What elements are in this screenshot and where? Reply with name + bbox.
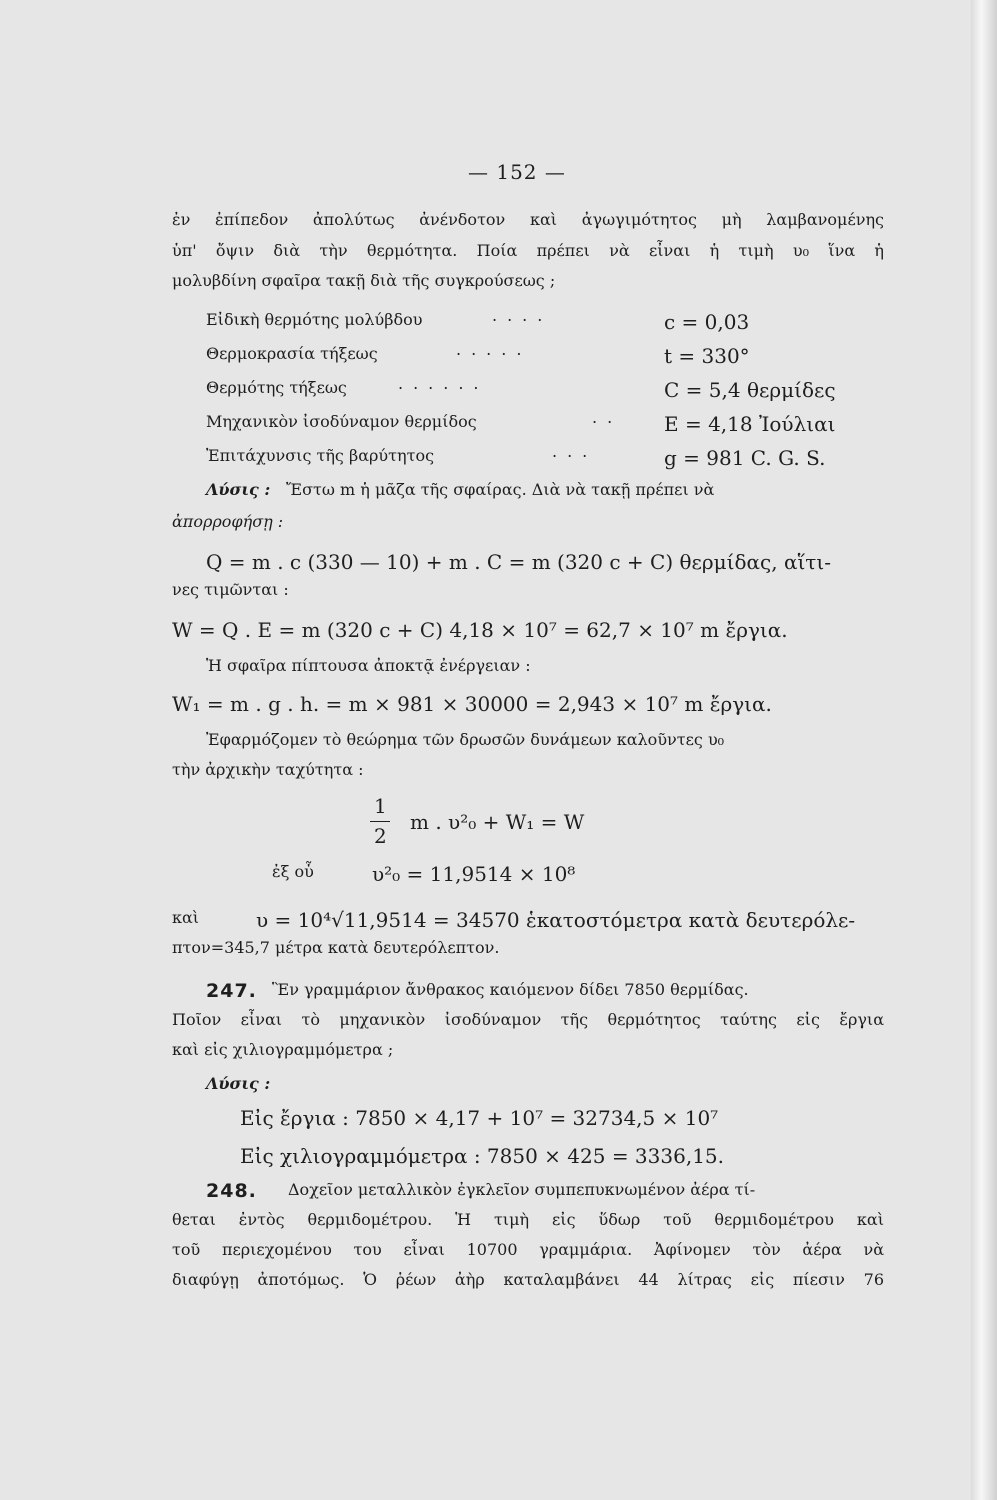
problem-247-number: 247. (206, 980, 257, 1002)
table-row-dots: .... (492, 306, 553, 325)
whence-equation: υ²₀ = 11,9514 × 10⁸ (372, 862, 576, 886)
table-row-label: Ἐπιτάχυνσις τῆς βαρύτητος (206, 446, 435, 465)
table-row-dots: ... (552, 442, 598, 461)
table-row-value: g = 981 C. G. S. (664, 446, 826, 470)
final-line-1: υ = 10⁴√11,9514 = 34570 ἑκατοστόμετρα κατὰ δευτερόλε- (256, 908, 856, 932)
energy-equation: m . υ²₀ + W₁ = W (410, 810, 585, 834)
problem-247-line-1: Ἓν γραμμάριον ἄνθρακος καιόμενον δίδει 7850 θερμίδας. (272, 980, 749, 999)
table-row-value: c = 0,03 (664, 310, 750, 334)
and-label: καὶ (172, 908, 200, 927)
page-number: — 152 — (468, 160, 566, 184)
table-row-value: C = 5,4 θερμίδες (664, 378, 836, 402)
intro-line-2: ὑπ' ὄψιν διὰ τὴν θερμότητα. Ποία πρέπει νὰ εἶναι ἡ τιμὴ υ₀ ἵνα ἡ (172, 241, 884, 260)
problem-248-line-2: θεται ἐντὸς θερμιδομέτρου. Ἡ τιμὴ εἰς ὕδωρ τοῦ θερμιδομέτρου καὶ (172, 1210, 884, 1229)
table-row-label: Εἰδικὴ θερμότης μολύβδου (206, 310, 423, 329)
equation-w1: W₁ = m . g . h. = m × 981 × 30000 = 2,943 × 10⁷ m ἔργια. (172, 692, 772, 716)
table-row-dots: .. (592, 408, 623, 427)
sentence-sphere: Ἡ σφαῖρα πίπτουσα ἀποκτᾷ ἐνέργειαν : (206, 656, 531, 675)
equation-w: W = Q . E = m (320 c + C) 4,18 × 10⁷ = 62,7 × 10⁷ m ἔργια. (172, 618, 788, 642)
problem-248-line-3: τοῦ περιεχομένου του εἶναι 10700 γραμμάρια. Ἀφίνομεν τὸν ἀέρα νὰ (172, 1240, 884, 1259)
problem-247-solution-label: Λύσις : (206, 1074, 271, 1093)
whence-label: ἐξ οὗ (272, 862, 314, 881)
final-line-2: πτον=345,7 μέτρα κατὰ δευτερόλεπτον. (172, 938, 500, 957)
equation-q-continued: νες τιμῶνται : (172, 580, 289, 599)
problem-248-number: 248. (206, 1180, 257, 1202)
solution-line-2: ἀπορροφήσῃ : (172, 512, 284, 531)
problem-247-calc-2: Εἰς χιλιογραμμόμετρα : 7850 × 425 = 3336,15. (240, 1144, 724, 1168)
page-edge (971, 0, 997, 1500)
problem-247-line-3: καὶ εἰς χιλιογραμμόμετρα ; (172, 1040, 394, 1059)
table-row-label: Θερμοκρασία τήξεως (206, 344, 378, 363)
table-row-value: E = 4,18 Ἰούλιαι (664, 412, 836, 436)
table-row-value: t = 330° (664, 344, 750, 368)
fraction-denominator: 2 (374, 824, 387, 848)
theorem-line-1: Ἐφαρμόζομεν τὸ θεώρημα τῶν δρωσῶν δυνάμεων καλοῦντες υ₀ (206, 730, 725, 749)
solution-line-1: Ἔστω m ἡ μᾶζα τῆς σφαίρας. Διὰ νὰ τακῇ πρέπει νὰ (286, 480, 715, 499)
fraction-bar (370, 821, 390, 822)
intro-line-1: ἐν ἐπίπεδον ἀπολύτως ἀνένδοτον καὶ ἀγωγιμότητος μὴ λαμβανομένης (172, 210, 884, 229)
table-row-dots: ..... (456, 340, 532, 359)
table-row-label: Θερμότης τήξεως (206, 378, 347, 397)
theorem-line-2: τὴν ἀρχικὴν ταχύτητα : (172, 760, 364, 779)
problem-248-line-1: Δοχεῖον μεταλλικὸν ἐγκλεῖον συμπεπυκνωμένον ἀέρα τί- (288, 1180, 756, 1199)
solution-label: Λύσις : (206, 480, 271, 499)
intro-line-3: μολυβδίνη σφαῖρα τακῇ διὰ τῆς συγκρούσεως ; (172, 271, 556, 290)
table-row-dots: ...... (398, 374, 489, 393)
problem-247-line-2: Ποῖον εἶναι τὸ μηχανικὸν ἰσοδύναμον τῆς θερμότητος ταύτης εἰς ἔργια (172, 1010, 884, 1029)
problem-248-line-4: διαφύγῃ ἀποτόμως. Ὁ ῥέων ἀὴρ καταλαμβάνει 44 λίτρας εἰς πίεσιν 76 (172, 1270, 884, 1289)
equation-q: Q = m . c (330 — 10) + m . C = m (320 c + C) θερμίδας, αἵτι- (206, 550, 831, 574)
fraction-numerator: 1 (374, 794, 387, 818)
table-row-label: Μηχανικὸν ἰσοδύναμον θερμίδος (206, 412, 477, 431)
problem-247-calc-1: Εἰς ἔργια : 7850 × 4,17 + 10⁷ = 32734,5 × 10⁷ (240, 1106, 719, 1130)
